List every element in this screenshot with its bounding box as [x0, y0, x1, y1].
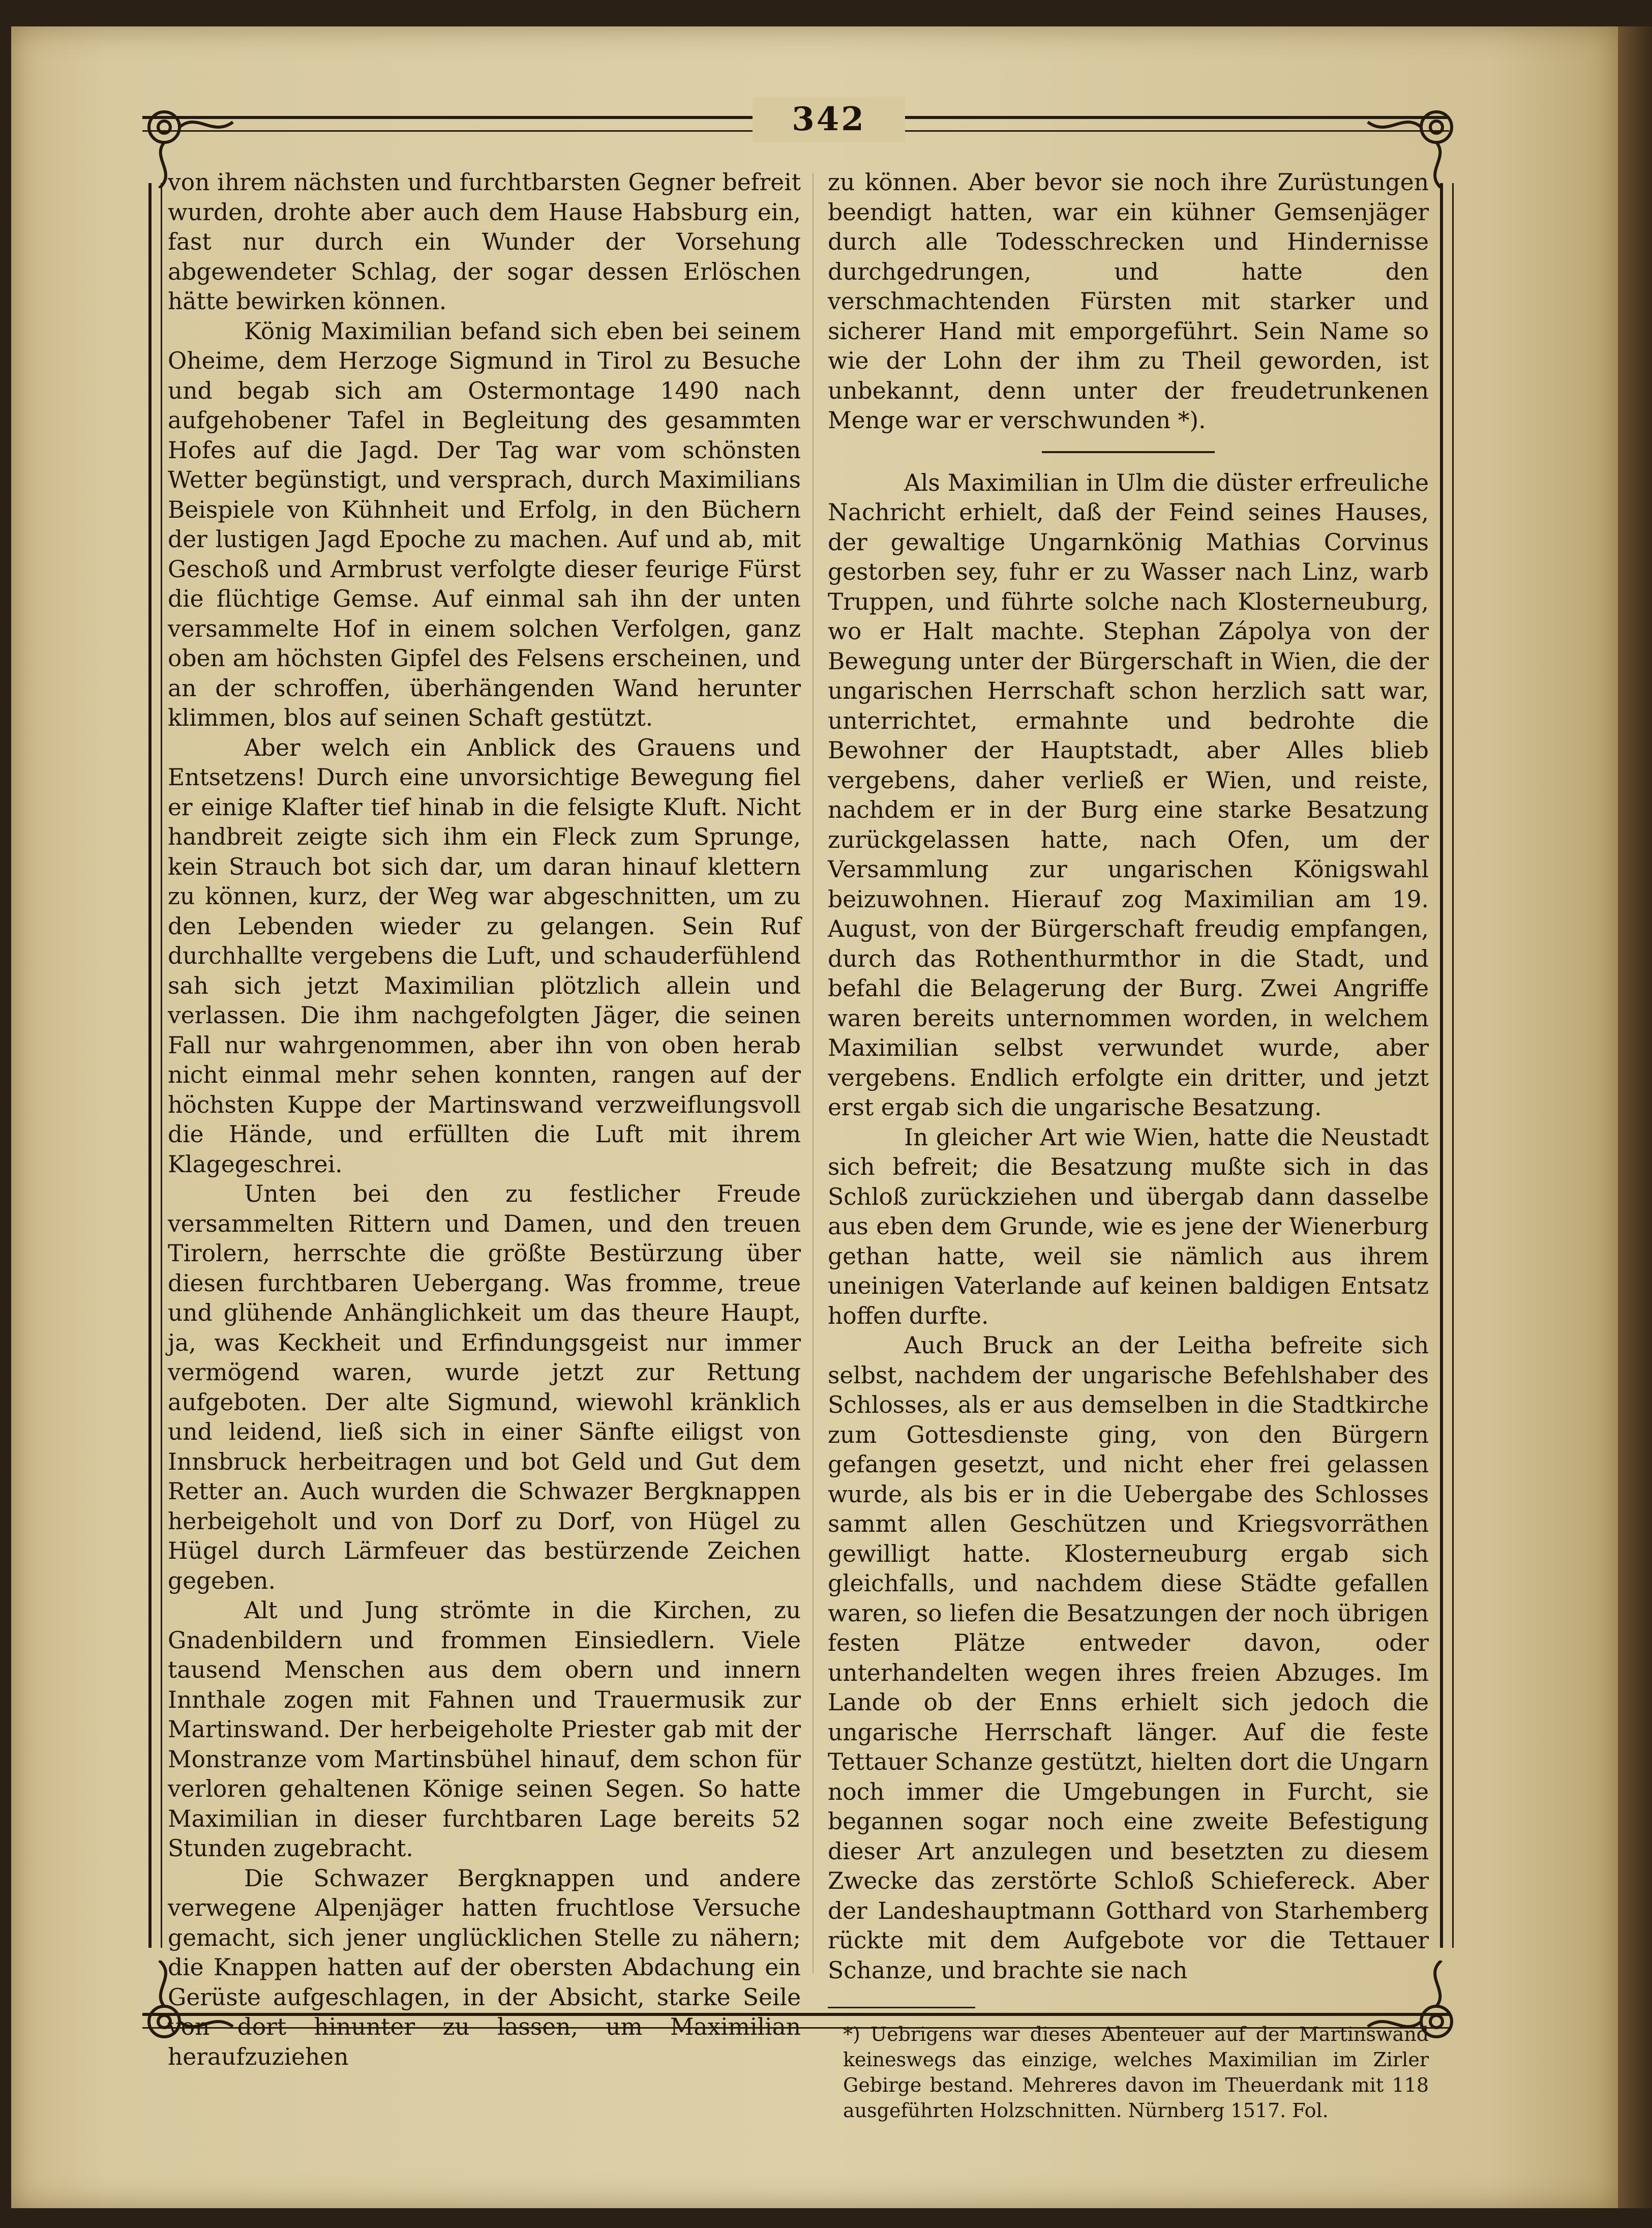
paragraph: Als Maximilian in Ulm die düster erfreuliche Nachricht erhielt, daß der Feind seines Hauses, der gewaltige Ungarnkönig Mathias Corvinus gestorben sey, fuhr er zu Wasser nach Linz, warb Truppen, und führte solche nach Klosterneuburg, wo er Halt machte. Stephan Zápolya von der Bewegung unter der Bürgerschaft in Wien, die der ungarischen Herrschaft schon herzlich satt war, unterrichtet, ermahnte und bedrohte die Bewohner der Hauptstadt, aber Alles blieb vergebens, daher verließ er Wien, und reiste, nachdem er in der Burg eine starke Besatzung zurückgelassen hatte, nach Ofen, um der Versammlung zur ungarischen Königswahl beizuwohnen. Hierauf zog Maximilian am 19. August, von der Bürgerschaft freudig empfangen, durch das Rothenthurmthor in die Stadt, und befahl die Belagerung der Burg. Zwei Angriffe waren bereits unternommen worden, in welchem Maximilian selbst verwundet wurde, aber vergebens. Endlich erfolgte ein dritter, und jetzt erst ergab sich die ungarische Besatzung.: [828, 469, 1429, 1121]
right-column: [828, 168, 1429, 2123]
paragraph: In gleicher Art wie Wien, hatte die Neustadt sich befreit; die Besatzung mußte sich in das Schloß zurückziehen und übergab dann dasselbe aus eben dem Grunde, wie es jene der Wienerburg gethan hatte, weil sie nämlich aus ihrem uneinigen Vaterlande auf keinen baldigen Entsatz hoffen durfte.: [828, 1123, 1429, 1329]
paragraph: Alt und Jung strömte in die Kirchen, zu Gnadenbildern und frommen Einsiedlern. Viele tausend Menschen aus dem obern und innern Innthale zogen mit Fahnen und Trauermusik zur Martinswand. Der herbeigeholte Priester gab mit der Monstranze vom Martinsbühel hinauf, dem schon für verloren gehaltenen Könige seinen Segen. So hatte Maximilian in dieser furchtbaren Lage bereits 52 Stunden zugebracht.: [168, 1597, 801, 1862]
paragraph: Unten bei den zu festlicher Freude versammelten Rittern und Damen, und den treuen Tirolern, herrschte die größte Bestürzung über diesen furchtbaren Uebergang. Was fromme, treue und glühende Anhänglichkeit um das theure Haupt, ja, was Keckheit und Erfindungsgeist nur immer vermögend waren, wurde jetzt zur Rettung aufgeboten. Der alte Sigmund, wiewohl kränklich und leidend, ließ sich in einer Sänfte eiligst von Innsbruck herbeitragen und bot Geld und Gut dem Retter an. Auch wurden die Schwazer Bergknappen herbeigeholt und von Dorf zu Dorf, von Hügel zu Hügel durch Lärmfeuer das bestürzende Zeichen gegeben.: [168, 1180, 801, 1594]
page-number: 342: [753, 97, 905, 142]
footnote: *) Uebrigens war dieses Abenteuer auf der Martinswand keineswegs das einzige, welches Maximilian im Zirler Gebirge bestand. Mehreres davon im Theuerdank mit 118 ausgeführten Holzschnitten. Nürnberg 1517. Fol.: [843, 2023, 1429, 2122]
ornamental-frame-left: [148, 183, 162, 1948]
ornamental-frame-right: [1440, 183, 1454, 1948]
paragraph: zu können. Aber bevor sie noch ihre Zurüstungen beendigt hatten, war ein kühner Gemsenjäger durch alle Todesschrecken und Hindernisse durchgedrungen, und hatte den verschmachtenden Fürsten mit starker und sicherer Hand mit emporgeführt. Sein Name so wie der Lohn der ihm zu Theil geworden, ist unbekannt, denn unter der freudetrunkenen Menge war er verschwunden *).: [828, 169, 1429, 434]
paragraph: von ihrem nächsten und furchtbarsten Gegner befreit wurden, drohte aber auch dem Hause Habsburg ein, fast nur durch ein Wunder der Vorsehung abgewendeter Schlag, der sogar dessen Erlöschen hätte bewirken können.: [168, 169, 801, 315]
footnote-rule: [828, 2007, 975, 2008]
paragraph: König Maximilian befand sich eben bei seinem Oheime, dem Herzoge Sigmund in Tirol zu Besuche und begab sich am Ostermontage 1490 nach aufgehobener Tafel in Begleitung des gesammten Hofes auf die Jagd. Der Tag war vom schönsten Wetter begünstigt, und versprach, durch Maximilians Beispiele von Kühnheit und Erfolg, in den Büchern der lustigen Jagd Epoche zu machen. Auf und ab, mit Geschoß und Armbrust verfolgte dieser feurige Fürst die flüchtige Gemse. Auf einmal sah ihn der unten versammelte Hof in einem solchen Verfolgen, ganz oben am höchsten Gipfel des Felsens erscheinen, und an der schroffen, überhängenden Wand herunter klimmen, blos auf seinen Schaft gestützt.: [168, 317, 801, 731]
column-divider: [813, 173, 814, 1973]
book-spine-edge: [1618, 26, 1652, 2208]
paragraph: Aber welch ein Anblick des Grauens und Entsetzens! Durch eine unvorsichtige Bewegung fiel er einige Klafter tief hinab in die felsigte Kluft. Nicht handbreit zeigte sich ihm ein Fleck zum Sprunge, kein Strauch bot sich dar, um daran hinauf klettern zu können, kurz, der Weg war abgeschnitten, um zu den Lebenden wieder zu gelangen. Sein Ruf durchhallte vergebens die Luft, und schauderfühlend sah sich jetzt Maximilian plötzlich allein und verlassen. Die ihm nachgefolgten Jäger, die seinen Fall nur wahrgenommen, aber ihn von oben herab nicht einmal mehr sehen konnten, rangen auf der höchsten Kuppe der Martinswand verzweiflungsvoll die Hände, und erfüllten die Luft mit ihrem Klagegeschrei.: [168, 734, 801, 1178]
section-separator: [1042, 451, 1215, 453]
left-column: [168, 168, 801, 2072]
paragraph: Die Schwazer Bergknappen und andere verwegene Alpenjäger hatten fruchtlose Versuche gemacht, sich jener unglücklichen Stelle zu nähern; die Knappen hatten auf der obersten Abdachung ein Gerüste aufgeschlagen, in der Absicht, starke Seile von dort hinunter zu lassen, um Maximilian heraufzuziehen: [168, 1864, 801, 2070]
paragraph: Auch Bruck an der Leitha befreite sich selbst, nachdem der ungarische Befehlshaber des Schlosses, als er aus demselben in die Stadtkirche zum Gottesdienste ging, von den Bürgern gefangen gesetzt, und nicht eher frei gelassen wurde, als bis er in die Uebergabe des Schlosses sammt allen Geschützen und Kriegsvorräthen gewilligt hatte. Klosterneuburg ergab sich gleichfalls, und nachdem diese Städte gefallen waren, so liefen die Besatzungen der noch übrigen festen Plätze entweder davon, oder unterhandelten wegen ihres freien Abzuges. Im Lande ob der Enns erhielt sich jedoch die ungarische Herrschaft länger. Auf die feste Tettauer Schanze gestützt, hielten dort die Ungarn noch immer die Umgebungen in Furcht, sie begannen sogar noch eine zweite Befestigung dieser Art anzulegen und besetzten zu diesem Zwecke das zerstörte Schloß Schiefereck. Aber der Landeshauptmann Gotthard von Starhemberg rückte mit dem Aufgebote vor die Tettauer Schanze, und brachte sie nach: [828, 1332, 1429, 1984]
